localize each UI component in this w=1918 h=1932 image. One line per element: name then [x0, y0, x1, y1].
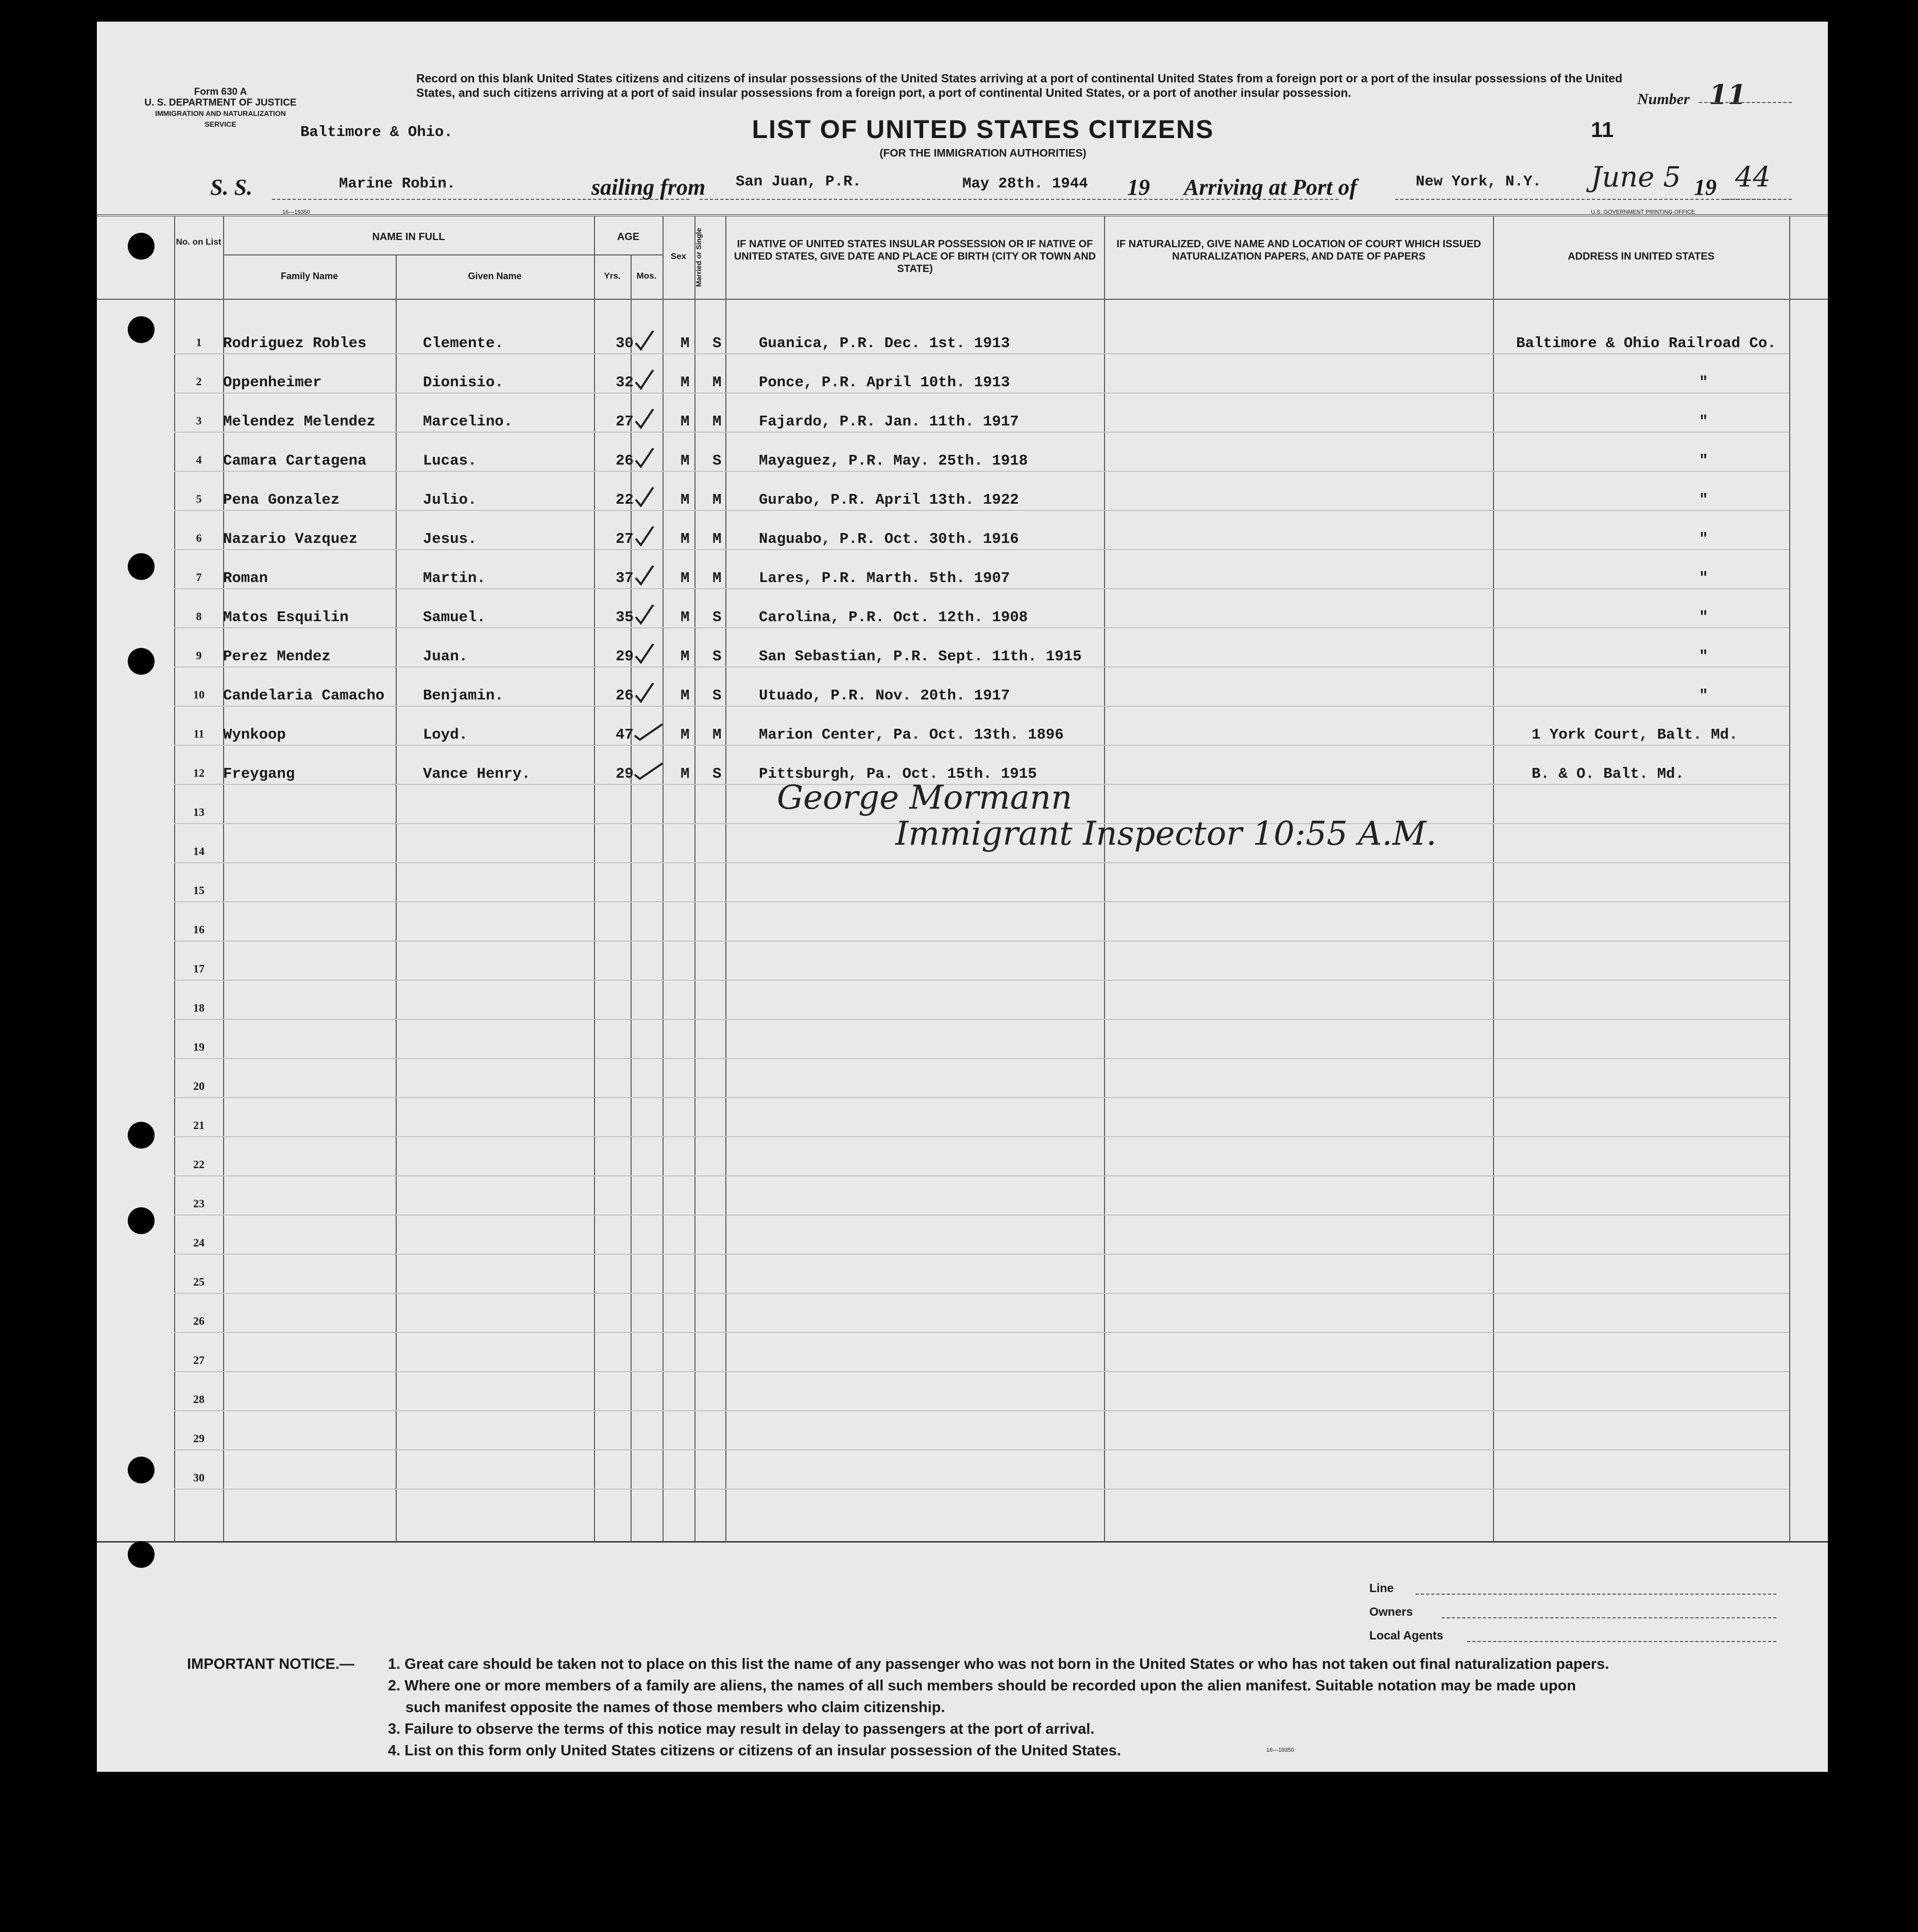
family-name: Freygang — [223, 765, 295, 782]
number-value: 11 — [1709, 79, 1746, 111]
row-number: 3 — [196, 414, 202, 427]
age-years: 29 — [616, 648, 634, 665]
row-number: 24 — [193, 1236, 205, 1249]
given-name: Julio. — [423, 491, 477, 508]
age-years: 35 — [616, 609, 634, 626]
family-name: Perez Mendez — [223, 648, 331, 665]
arrival-underline — [1395, 199, 1781, 200]
row-rule — [174, 392, 1789, 394]
marital-status: S — [712, 609, 722, 626]
marital-status: M — [712, 491, 722, 508]
col-divider — [1104, 216, 1105, 1541]
row-number: 6 — [196, 532, 202, 544]
family-name: Roman — [223, 570, 268, 587]
row-number: 2 — [196, 375, 202, 388]
notice-label: IMPORTANT NOTICE.— — [187, 1656, 354, 1672]
col-divider — [1789, 216, 1790, 1541]
col-divider — [631, 254, 632, 1541]
number-field — [1637, 79, 1792, 111]
birth-info: Marion Center, Pa. Oct. 13th. 1896 — [759, 726, 1064, 743]
check-mark-icon — [633, 370, 664, 390]
row-rule — [174, 862, 1789, 863]
sex: M — [681, 648, 690, 665]
col-divider — [594, 216, 595, 1541]
col-header-given: Given Name — [468, 271, 522, 281]
row-number: 16 — [193, 923, 205, 936]
arrival-date: June 5 — [1591, 161, 1681, 193]
sailing-date: May 28th. 1944 — [962, 175, 1088, 192]
address: " — [1699, 648, 1708, 665]
form-header — [143, 87, 298, 130]
row-rule — [174, 980, 1789, 981]
row-rule — [174, 627, 1789, 628]
local-agents-label: Local Agents — [1369, 1629, 1444, 1642]
row-rule — [174, 1489, 1789, 1490]
col-divider — [694, 216, 695, 1541]
col-divider — [1493, 216, 1494, 1541]
row-rule — [174, 1332, 1789, 1333]
number-underline — [1699, 102, 1792, 103]
marital-status: M — [712, 531, 722, 548]
row-number: 21 — [193, 1119, 205, 1132]
row-number: 10 — [193, 688, 205, 701]
row-number: 27 — [193, 1354, 205, 1366]
row-number: 1 — [196, 336, 202, 349]
row-number: 18 — [193, 1001, 205, 1014]
punch-hole — [128, 553, 155, 580]
row-number: 22 — [193, 1158, 205, 1171]
given-name: Loyd. — [423, 726, 468, 743]
notice-item-2-cont: such manifest opposite the names of those members who claim citizenship. — [405, 1699, 945, 1716]
given-name: Lucas. — [423, 452, 477, 469]
sex: M — [681, 765, 690, 782]
line-name: Baltimore & Ohio. — [300, 124, 453, 141]
department-name: U. S. DEPARTMENT OF JUSTICE — [144, 97, 297, 108]
page-title: LIST OF UNITED STATES CITIZENS — [752, 115, 1214, 144]
row-number: 17 — [193, 962, 205, 975]
row-number: 25 — [193, 1275, 205, 1288]
line-underline — [1416, 1594, 1776, 1595]
marital-status: S — [712, 452, 722, 469]
sailing-from-label: sailing from — [591, 175, 706, 200]
given-name: Jesus. — [423, 531, 477, 548]
row-rule — [174, 471, 1789, 472]
row-rule — [174, 1019, 1789, 1020]
row-number: 11 — [193, 727, 205, 740]
col-header-naturalized: IF NATURALIZED, GIVE NAME AND LOCATION OF COURT WHICH ISSUED NATURALIZATION PAPERS, AND DATE OF PAPERS — [1116, 238, 1481, 262]
intro-text: Record on this blank United States citizens and citizens of insular possessions of the United States arriving at a port of continental United States from a foreign port or a port of the insular possessions of the United States, and such citizens arriving at a port of said insular possessions from a foreign port, a port of continental United States, or a port of another insular possession. — [416, 72, 1623, 99]
sailing-from: San Juan, P.R. — [736, 173, 861, 190]
punch-hole — [128, 1541, 155, 1568]
address: " — [1699, 491, 1708, 508]
row-rule — [174, 1410, 1789, 1411]
arrival-port: New York, N.Y. — [1416, 173, 1541, 190]
given-name: Benjamin. — [423, 687, 504, 704]
punch-hole — [128, 648, 155, 675]
marital-status: S — [712, 765, 722, 782]
sex: M — [681, 374, 690, 391]
col-header-sex: Sex — [670, 251, 687, 261]
check-mark-icon — [633, 409, 664, 430]
row-rule — [174, 1175, 1789, 1176]
address: " — [1699, 570, 1708, 587]
notice-print-code: 16—19350 — [1266, 1747, 1294, 1753]
page-number: 11 — [1591, 117, 1614, 142]
check-mark-icon — [633, 487, 664, 508]
arrival-year-prefix: 19 — [1694, 175, 1717, 200]
age-years: 37 — [616, 570, 634, 587]
ss-label: S. S. — [210, 175, 252, 200]
address: Baltimore & Ohio Railroad Co. — [1516, 335, 1776, 352]
arriving-label: Arriving at Port of — [1184, 175, 1357, 200]
age-years: 27 — [616, 413, 634, 430]
age-years: 26 — [616, 452, 634, 469]
sex: M — [681, 452, 690, 469]
address: " — [1699, 609, 1708, 626]
check-mark-icon — [633, 683, 664, 704]
check-mark-icon — [633, 526, 664, 547]
row-number: 14 — [193, 845, 205, 858]
age-years: 22 — [616, 491, 634, 508]
ship-name: Marine Robin. — [339, 175, 456, 192]
check-mark-icon — [633, 331, 664, 351]
row-number: 9 — [196, 649, 202, 662]
birth-info: Utuado, P.R. Nov. 20th. 1917 — [759, 687, 1010, 704]
form-number: Form 630 A — [194, 87, 247, 97]
age-years: 47 — [616, 726, 634, 743]
col-header-name: NAME IN FULL — [372, 231, 445, 243]
gpo-note: U.S. GOVERNMENT PRINTING OFFICE — [1591, 209, 1695, 215]
family-name: Matos Esquilin — [223, 609, 349, 626]
table-bottom-rule — [97, 1541, 1828, 1543]
header-subrule — [223, 254, 663, 255]
row-rule — [174, 1136, 1789, 1137]
given-name: Samuel. — [423, 609, 486, 626]
inspector-signature: George Mormann — [777, 779, 1073, 817]
line-label: Line — [1369, 1581, 1394, 1595]
check-mark-icon — [633, 644, 664, 664]
check-mark-icon — [633, 448, 664, 469]
address: " — [1699, 687, 1708, 704]
row-number: 4 — [196, 453, 202, 466]
birth-info: Mayaguez, P.R. May. 25th. 1918 — [759, 452, 1028, 469]
print-code-top: 16—19350 — [282, 209, 310, 215]
col-header-birth: IF NATIVE OF UNITED STATES INSULAR POSSESSION OR IF NATIVE OF UNITED STATES, GIVE DATE AND PLACE OF BIRTH (CITY OR TOWN AND STATE) — [734, 238, 1096, 275]
marital-status: M — [712, 374, 722, 391]
punch-hole — [128, 1122, 155, 1149]
sex: M — [681, 609, 690, 626]
punch-hole — [128, 316, 155, 343]
row-number: 23 — [193, 1197, 205, 1210]
col-header-married: Married or Single — [694, 228, 703, 287]
given-name: Vance Henry. — [423, 765, 531, 782]
year-prefix: 19 — [1127, 175, 1150, 200]
notice-item-4: 4. List on this form only United States citizens or citizens of an insular possession of the United States. — [388, 1742, 1121, 1759]
row-number: 20 — [193, 1080, 205, 1092]
row-rule — [174, 1254, 1789, 1255]
arrival-year-suffix: 44 — [1735, 161, 1771, 193]
col-divider — [174, 216, 175, 1541]
owners-label: Owners — [1369, 1605, 1413, 1618]
sex: M — [681, 491, 690, 508]
family-name: Wynkoop — [223, 726, 286, 743]
birth-info: San Sebastian, P.R. Sept. 11th. 1915 — [759, 648, 1082, 665]
row-rule — [174, 353, 1789, 354]
age-years: 26 — [616, 687, 634, 704]
col-header-address: ADDRESS IN UNITED STATES — [1568, 251, 1715, 262]
sex: M — [681, 413, 690, 430]
row-rule — [174, 901, 1789, 902]
row-rule — [174, 941, 1789, 942]
row-number: 29 — [193, 1432, 205, 1445]
family-name: Candelaria Camacho — [223, 687, 385, 704]
address: B. & O. Balt. Md. — [1532, 765, 1684, 782]
address: " — [1699, 531, 1708, 548]
row-number: 15 — [193, 884, 205, 897]
address: " — [1699, 452, 1708, 469]
marital-status: M — [712, 570, 722, 587]
row-number: 5 — [196, 492, 202, 505]
age-years: 32 — [616, 374, 634, 391]
family-name: Melendez Melendez — [223, 413, 376, 430]
sex: M — [681, 687, 690, 704]
birth-info: Carolina, P.R. Oct. 12th. 1908 — [759, 609, 1028, 626]
family-name: Nazario Vazquez — [223, 531, 358, 548]
row-rule — [174, 1371, 1789, 1372]
check-mark-icon — [633, 605, 664, 625]
marital-status: S — [712, 687, 722, 704]
birth-info: Gurabo, P.R. April 13th. 1922 — [759, 491, 1019, 508]
row-number: 26 — [193, 1314, 205, 1327]
notice-item-3: 3. Failure to observe the terms of this notice may result in delay to passengers at the port of arrival. — [388, 1721, 1095, 1737]
row-rule — [174, 1058, 1789, 1059]
family-name: Rodriguez Robles — [223, 335, 367, 352]
row-rule — [174, 745, 1789, 746]
row-rule — [174, 549, 1789, 550]
number-label: Number — [1637, 91, 1690, 108]
local-agents-underline — [1467, 1641, 1776, 1642]
punch-hole — [128, 1457, 155, 1483]
birth-info: Pittsburgh, Pa. Oct. 15th. 1915 — [759, 765, 1037, 782]
row-number: 30 — [193, 1471, 205, 1484]
marital-status: M — [712, 726, 722, 743]
row-number: 7 — [196, 571, 202, 584]
sex: M — [681, 726, 690, 743]
notice-item-2: 2. Where one or more members of a family are aliens, the names of all such members should be recorded upon the alien manifest. Suitable notation may be made upon — [388, 1678, 1576, 1694]
header-bottom-rule — [97, 299, 1828, 300]
age-years: 27 — [616, 531, 634, 548]
owners-underline — [1441, 1617, 1776, 1618]
page-subtitle: (FOR THE IMMIGRATION AUTHORITIES) — [879, 147, 1087, 159]
address: 1 York Court, Balt. Md. — [1532, 726, 1738, 743]
age-years: 29 — [616, 765, 634, 782]
sex: M — [681, 570, 690, 587]
sex: M — [681, 531, 690, 548]
sex: M — [681, 335, 690, 352]
row-number: 13 — [193, 806, 205, 818]
check-mark-icon — [633, 722, 664, 743]
row-rule — [174, 432, 1789, 433]
col-header-family: Family Name — [280, 271, 338, 281]
row-rule — [174, 1097, 1789, 1098]
marital-status: M — [712, 413, 722, 430]
punch-hole — [128, 233, 155, 260]
given-name: Juan. — [423, 648, 468, 665]
given-name: Clemente. — [423, 335, 504, 352]
document-page — [97, 22, 1828, 1772]
address: " — [1699, 374, 1708, 391]
marital-status: S — [712, 335, 722, 352]
check-mark-icon — [633, 761, 664, 782]
col-header-mos: Mos. — [636, 271, 657, 281]
row-rule — [174, 666, 1789, 668]
birth-info: Lares, P.R. Marth. 5th. 1907 — [759, 570, 1010, 587]
notice-item-1: 1. Great care should be taken not to place on this list the name of any passenger who was not born in the United States or who has not taken out final naturalization papers. — [388, 1656, 1609, 1672]
year-underline — [1725, 199, 1792, 200]
row-rule — [174, 1215, 1789, 1216]
given-name: Martin. — [423, 570, 486, 587]
row-number: 19 — [193, 1040, 205, 1053]
row-rule — [174, 1449, 1789, 1450]
row-rule — [174, 1293, 1789, 1294]
col-divider — [725, 216, 726, 1541]
age-years: 30 — [616, 335, 634, 352]
row-number: 8 — [196, 610, 202, 623]
col-header-age: AGE — [617, 231, 640, 243]
birth-info: Naguabo, P.R. Oct. 30th. 1916 — [759, 531, 1019, 548]
col-divider — [396, 254, 397, 1541]
punch-hole — [128, 1207, 155, 1234]
table-top-rule — [97, 214, 1828, 216]
col-header-no: No. on List — [176, 237, 222, 247]
notice-items — [388, 1653, 1810, 1762]
family-name: Camara Cartagena — [223, 452, 367, 469]
family-name: Pena Gonzalez — [223, 491, 340, 508]
birth-info: Fajardo, P.R. Jan. 11th. 1917 — [759, 413, 1019, 430]
address: " — [1699, 413, 1708, 430]
given-name: Marcelino. — [423, 413, 513, 430]
col-header-yrs: Yrs. — [604, 271, 621, 281]
family-name: Oppenheimer — [223, 374, 322, 391]
birth-info: Ponce, P.R. April 10th. 1913 — [759, 374, 1010, 391]
given-name: Dionisio. — [423, 374, 504, 391]
row-rule — [174, 588, 1789, 589]
check-mark-icon — [633, 566, 664, 586]
row-rule — [174, 706, 1789, 707]
row-number: 28 — [193, 1393, 205, 1406]
service-name: IMMIGRATION AND NATURALIZATION SERVICE — [155, 109, 286, 128]
row-number: 12 — [193, 766, 205, 779]
marital-status: S — [712, 648, 722, 665]
row-rule — [174, 510, 1789, 511]
birth-info: Guanica, P.R. Dec. 1st. 1913 — [759, 335, 1010, 352]
inspector-note: Immigrant Inspector 10:55 A.M. — [895, 815, 1437, 853]
